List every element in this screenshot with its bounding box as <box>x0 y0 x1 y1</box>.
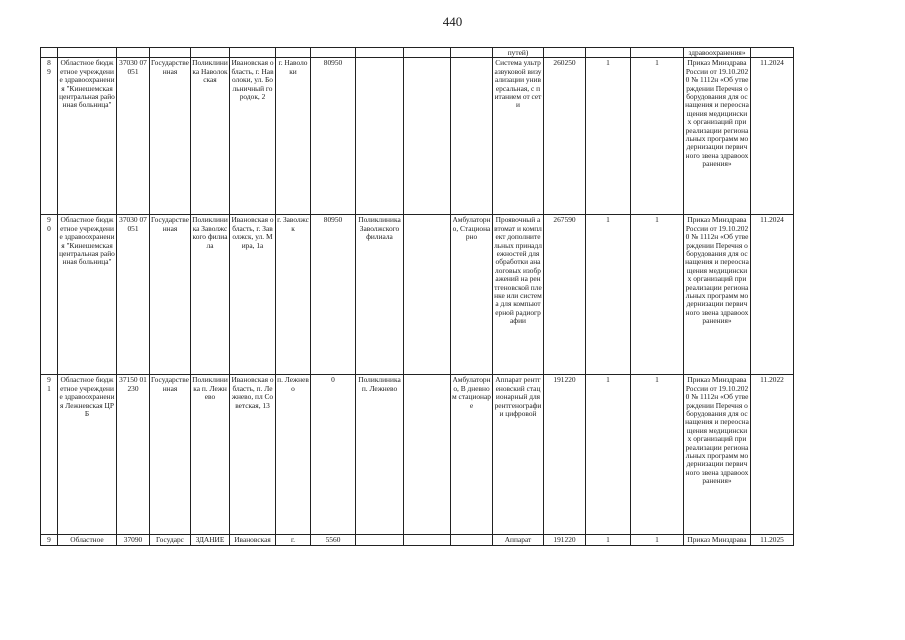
institution-name: Областное <box>58 535 117 546</box>
blank-cell <box>404 375 451 535</box>
equipment-code: 260250 <box>544 58 586 215</box>
row-number: 9 <box>41 535 58 546</box>
care-type <box>451 58 493 215</box>
address: Ивановская область, п. Лежнево, пл Советская, 13 <box>230 375 276 535</box>
address: Ивановская область, г. Заволжск, ул. Мира, 1а <box>230 215 276 375</box>
institution-name: Областное бюджетное учреждение здравоохранения "Кинешемская центральная районная больница" <box>58 215 117 375</box>
quantity-1: 1 <box>586 375 631 535</box>
table-row-continuation <box>41 48 794 58</box>
equipment-code: 191220 <box>544 375 586 535</box>
row-number: 9 1 <box>41 375 58 535</box>
table-row <box>41 535 794 546</box>
quantity-1: 1 <box>586 535 631 546</box>
subunit-name: Поликлиника п. Лежнево <box>356 375 404 535</box>
equipment-cell: путей) <box>493 48 544 58</box>
equipment-name: Проявочный автомат и комплект дополнительных принадлежностей для обработки аналоговых изображений на рентгеновской пленке или система для компьютерной радиографии <box>493 215 544 375</box>
locality: г. Заволжск <box>276 215 311 375</box>
equipment-name: Аппарат рентгеновский стационарный для рентгенографии цифровой <box>493 375 544 535</box>
quantity-2: 1 <box>631 375 684 535</box>
unit-name: Поликлиника Наволокская <box>191 58 230 215</box>
institution-code: 37150 01230 <box>117 375 150 535</box>
locality: г. <box>276 535 311 546</box>
ownership-type: Государственная <box>150 215 191 375</box>
equipment-register-table <box>40 47 794 546</box>
blank-cell <box>404 58 451 215</box>
equipment-name: Система ультразвуковой визуализации универсальная, с питанием от сети <box>493 58 544 215</box>
table-row <box>41 215 794 375</box>
delivery-date: 11.2024 <box>751 58 794 215</box>
delivery-date: 11.2024 <box>751 215 794 375</box>
unit-name: Поликлиника Заволжского филиала <box>191 215 230 375</box>
delivery-date: 11.2022 <box>751 375 794 535</box>
quantity-2: 1 <box>631 535 684 546</box>
institution-code: 37030 07051 <box>117 215 150 375</box>
oktmo-code: 80950 <box>311 58 356 215</box>
row-number: 9 0 <box>41 215 58 375</box>
oktmo-code: 80950 <box>311 215 356 375</box>
subunit-name <box>356 535 404 546</box>
equipment-code: 267590 <box>544 215 586 375</box>
care-type: Амбулаторно, В дневном стационаре <box>451 375 493 535</box>
row-number: 8 9 <box>41 58 58 215</box>
ownership-type: Государственная <box>150 375 191 535</box>
institution-name: Областное бюджетное учреждение здравоохранения Лежневская ЦРБ <box>58 375 117 535</box>
locality: г. Наволоки <box>276 58 311 215</box>
locality: п. Лежнево <box>276 375 311 535</box>
table-row <box>41 375 794 535</box>
address: Ивановская <box>230 535 276 546</box>
order-cell: здравоохранения» <box>684 48 751 58</box>
ownership-type: Государс <box>150 535 191 546</box>
delivery-date: 11.2025 <box>751 535 794 546</box>
quantity-2: 1 <box>631 215 684 375</box>
institution-name: Областное бюджетное учреждение здравоохранения "Кинешемская центральная районная больница" <box>58 58 117 215</box>
equipment-name: Аппарат <box>493 535 544 546</box>
care-type: Амбулаторно, Стационарно <box>451 215 493 375</box>
page-number: 440 <box>442 14 463 29</box>
institution-code: 37090 <box>117 535 150 546</box>
address: Ивановская область, г. Наволоки, ул. Больничный городок, 2 <box>230 58 276 215</box>
quantity-1: 1 <box>586 58 631 215</box>
ownership-type: Государственная <box>150 58 191 215</box>
quantity-1: 1 <box>586 215 631 375</box>
blank-cell <box>404 215 451 375</box>
blank-cell <box>404 535 451 546</box>
oktmo-code: 0 <box>311 375 356 535</box>
table-row <box>41 58 794 215</box>
subunit-name <box>356 58 404 215</box>
regulatory-order: Приказ Минздрава <box>684 535 751 546</box>
unit-name: Поликлиника п. Лежнево <box>191 375 230 535</box>
unit-name: ЗДАНИЕ <box>191 535 230 546</box>
regulatory-order: Приказ Минздрава России от 19.10.2020 № 1112н «Об утверждении Перечня оборудования для оснащения и переоснащения медицинских организаций при реализации региональных программ модернизации первичного звена здравоохранения» <box>684 215 751 375</box>
regulatory-order: Приказ Минздрава России от 19.10.2020 № 1112н «Об утверждении Перечня оборудования для оснащения и переоснащения медицинских организаций при реализации региональных программ модернизации первичного звена здравоохранения» <box>684 58 751 215</box>
oktmo-code: 5560 <box>311 535 356 546</box>
regulatory-order: Приказ Минздрава России от 19.10.2020 № 1112н «Об утверждении Перечня оборудования для оснащения и переоснащения медицинских организаций при реализации региональных программ модернизации первичного звена здравоохранения» <box>684 375 751 535</box>
care-type <box>451 535 493 546</box>
quantity-2: 1 <box>631 58 684 215</box>
equipment-code: 191220 <box>544 535 586 546</box>
subunit-name: Поликлиника Заволжского филиала <box>356 215 404 375</box>
institution-code: 37030 07051 <box>117 58 150 215</box>
